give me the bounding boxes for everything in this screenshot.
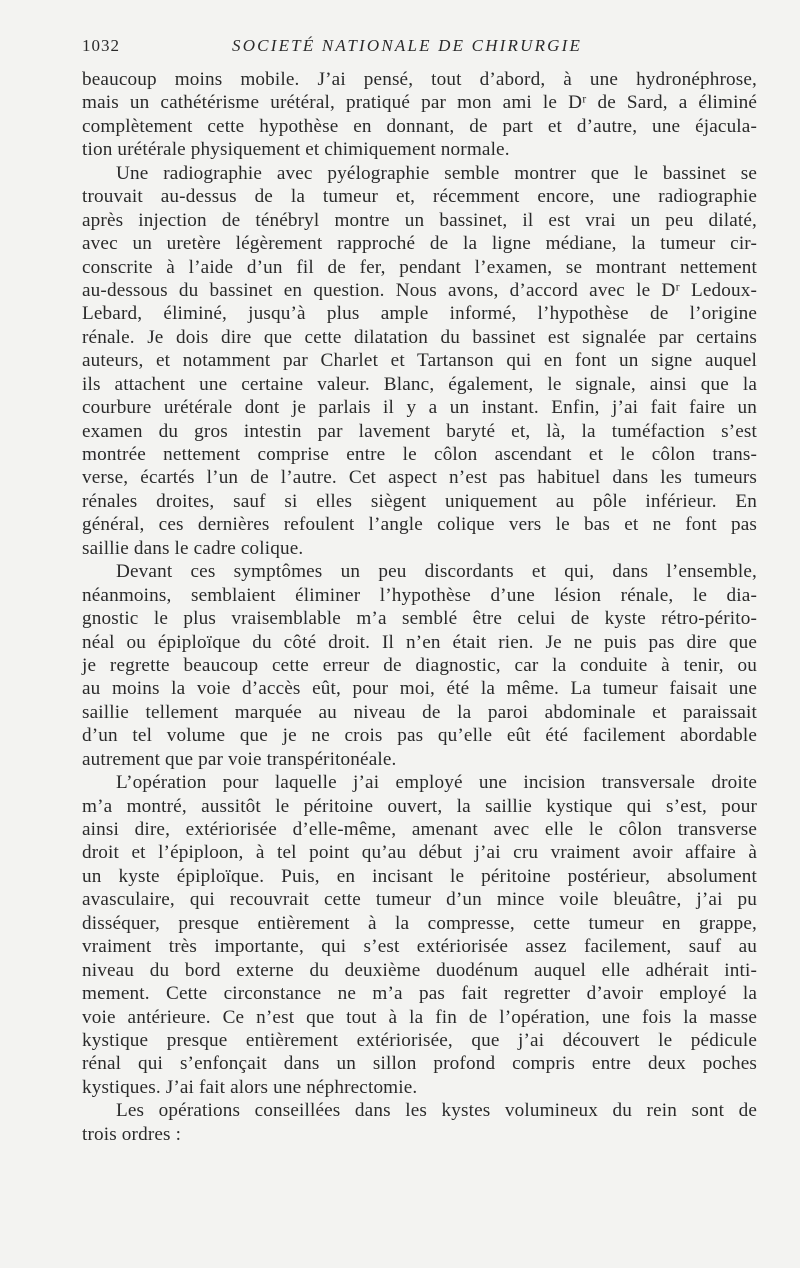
text-line: au-dessous du bassinet en question. Nous avons, d’accord avec le Dʳ Ledoux- [82,279,757,301]
text-line: auteurs, et notamment par Charlet et Tartanson qui en font un signe auquel [82,350,757,372]
text-line: courbure urétérale dont je parlais il y a un instant. Enfin, j’ai fait faire un [82,397,757,419]
text-line: trouvait au-dessus de la tumeur et, récemment encore, une radiographie [82,186,757,208]
text-line: avasculaire, qui recouvrait cette tumeur d’un mince voile bleuâtre, j’ai pu [82,889,757,911]
text-line: beaucoup moins mobile. J’ai pensé, tout d’abord, à une hydronéphrose, [82,69,757,90]
text-line: tion urétérale physiquement et chimiquement normale. [82,139,510,161]
text-line: mement. Cette circonstance ne m’a pas fait regretter d’avoir employé la [82,983,757,1005]
page-number: 1032 [82,36,120,55]
text-line: Les opérations conseillées dans les kystes volumineux du rein sont de [116,1100,757,1122]
text-line: montrée nettement comprise entre le côlon ascendant et le côlon trans- [82,444,757,465]
text-line: ainsi dire, extériorisée d’elle-même, amenant avec elle le côlon transverse [82,819,757,840]
text-line: saillie tellement marquée au niveau de la paroi abdominale et paraissait [82,701,757,723]
text-line: disséquer, presque entièrement à la compresse, cette tumeur en grappe, [82,912,757,934]
text-line: niveau du bord externe du deuxième duodénum auquel elle adhérait inti- [82,959,757,981]
text-line: un kyste épiploïque. Puis, en incisant le péritoine postérieur, absolument [82,865,757,887]
text-line: avec un uretère légèrement rapproché de la ligne médiane, la tumeur cir- [82,233,757,255]
text-line: L’opération pour laquelle j’ai employé une incision transversale droite [116,772,757,794]
text-line: vraiment très importante, qui s’est extériorisée assez facilement, sauf au [82,936,757,958]
text-line: autrement que par voie transpéritonéale. [82,748,397,770]
text-line: trois ordres : [82,1123,182,1145]
text-line: rénal qui s’enfonçait dans un sillon profond compris entre deux poches [82,1053,757,1075]
text-line: Une radiographie avec pyélographie semble montrer que le bassinet se [116,162,757,184]
text-line: général, ces dernières refoulent l’angle colique vers le bas et ne font pas [82,514,757,536]
text-line: rénales droites, sauf si elles siègent uniquement au pôle inférieur. En [82,490,757,512]
text-line: néal ou épiploïque du côté droit. Il n’en était rien. Je ne puis pas dire que [82,631,757,653]
text-line: d’un tel volume que je ne crois pas qu’elle eût été facilement abordable [82,725,757,747]
text-line: m’a montré, aussitôt le péritoine ouvert, la saillie kystique qui s’est, pour [82,795,757,817]
text-line: au moins la voie d’accès eût, pour moi, été la même. La tumeur faisait une [82,678,757,700]
text-line: Devant ces symptômes un peu discordants et qui, dans l’ensemble, [116,561,757,583]
text-line: mais un cathétérisme urétéral, pratiqué par mon ami le Dʳ de Sard, a éliminé [82,92,757,114]
text-line: je regrette beaucoup cette erreur de diagnostic, car la conduite à tenir, ou [82,654,757,676]
text-line: ils attachent une certaine valeur. Blanc, également, le signale, ainsi que la [82,373,757,395]
text-line: saillie dans le cadre colique. [82,537,304,559]
text-line: kystique presque entièrement extériorisée, que j’ai découvert le pédicule [82,1029,757,1051]
text-line: verse, écartés l’un de l’autre. Cet aspect n’est pas habituel dans les tumeurs [82,467,757,489]
text-line: examen du gros intestin par lavement baryté et, là, la tuméfaction s’est [82,420,757,442]
text-line: gnostic le plus vraisemblable m’a semblé être celui de kyste rétro-périto- [82,608,757,630]
text-line: après injection de ténébryl montre un bassinet, il est vrai un peu dilaté, [82,209,757,231]
body-text [82,68,757,1146]
text-line: droit et l’épiploon, à tel point qu’au début j’ai cru vraiment avoir affaire à [82,842,757,864]
text-line: kystiques. J’ai fait alors une néphrectomie. [82,1076,418,1098]
text-line: complètement cette hypothèse en donnant, de part et d’autre, une éjacula- [82,115,757,137]
text-line: Lebard, éliminé, jusqu’à plus ample informé, l’hypothèse de l’origine [82,303,757,325]
text-line: conscrite à l’aide d’un fil de fer, pendant l’examen, se montrant nettement [82,256,757,278]
running-title: SOCIETÉ NATIONALE DE CHIRURGIE [232,36,583,55]
running-head [82,36,752,58]
text-line: voie antérieure. Ce n’est que tout à la fin de l’opération, une fois la masse [82,1006,757,1028]
text-line: néanmoins, semblaient éliminer l’hypothèse d’une lésion rénale, le dia- [82,584,757,606]
text-line: rénale. Je dois dire que cette dilatation du bassinet est signalée par certains [82,326,757,348]
